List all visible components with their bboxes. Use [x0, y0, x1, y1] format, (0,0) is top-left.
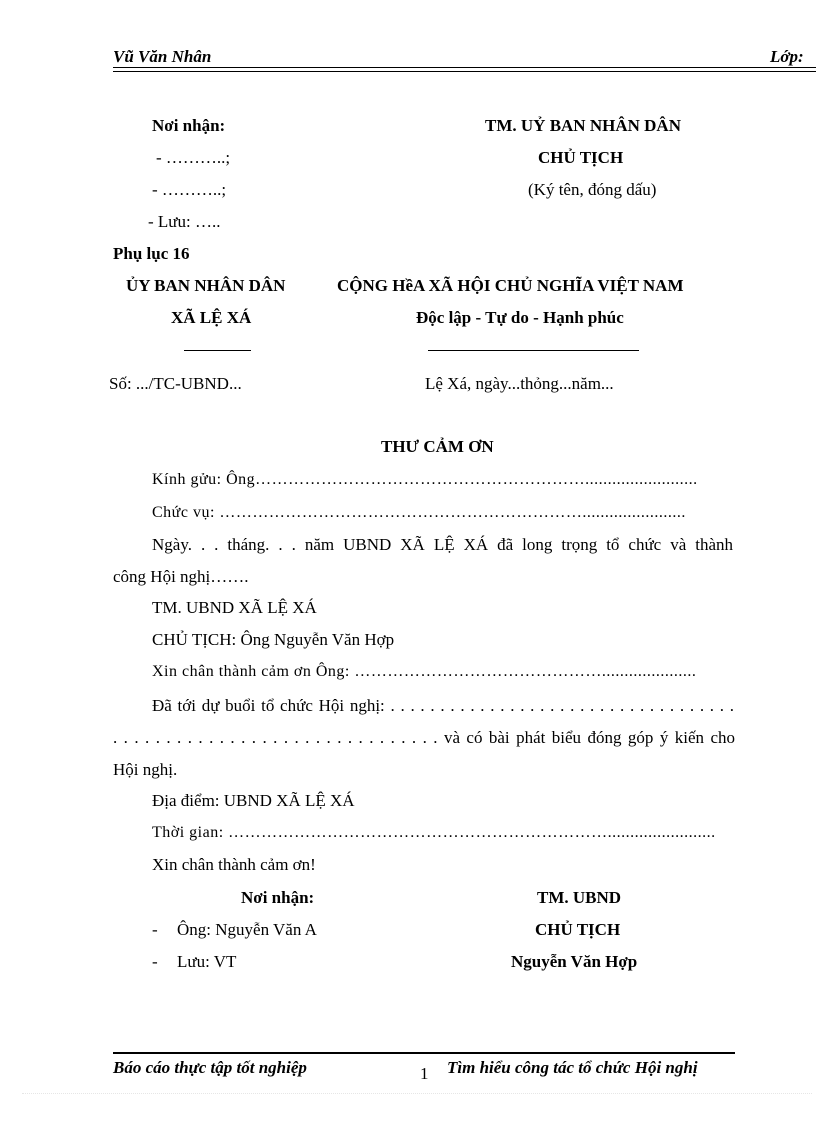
attendance-line: Đã tới dự buổi tổ chức Hội nghị: . . . . . . . . . . . . . . . . . . . . . . . . . . . . . . . . . . . [152, 696, 734, 715]
header-rule [113, 67, 816, 68]
chair-title-top: CHỦ TỊCH [538, 148, 624, 167]
motto-underline [428, 350, 639, 351]
recipient-bullet: - [152, 920, 158, 939]
page-number: 1 [420, 1064, 429, 1083]
recipients-label: Nơi nhận: [241, 888, 315, 907]
agency-locality: XÃ LỆ XÁ [171, 308, 252, 327]
national-title: CỘNG HềA XÃ HỘI CHỦ NGHĨA VIỆT NAM [337, 276, 684, 295]
tm-line: TM. UBND XÃ LỆ XÁ [152, 598, 317, 617]
header-class-label: Lớp: [770, 47, 804, 66]
agency-name: ỦY BAN NHÂN DÂN [126, 276, 286, 295]
page-edge-divider [22, 1093, 812, 1094]
appendix-label: Phụ lục 16 [113, 244, 190, 263]
recipient-item: Lưu: VT [177, 952, 237, 971]
recipient-item: Ông: Nguyễn Văn A [177, 920, 317, 939]
attendance-line: . . . . . . . . . . . . . . . . . . . . . . . . . . . . . . . và có bài phát biểu đóng góp ý kiến cho [113, 728, 735, 747]
signature-chair: CHỦ TỊCH [535, 920, 621, 939]
agency-underline [184, 350, 251, 351]
footer-right: Tìm hiểu công tác tổ chức Hội nghị [447, 1058, 698, 1077]
recipients-label-top: Nơi nhận: [152, 116, 226, 135]
body-paragraph-line: Ngày. . . tháng. . . năm UBND XÃ LỆ XÁ đã long trọng tổ chức và thành [152, 535, 733, 554]
signature-org: TM. UBND [537, 888, 622, 907]
footer-left: Báo cáo thực tập tốt nghiệp [113, 1058, 307, 1077]
closing-line: Xin chân thành cảm ơn! [152, 855, 316, 874]
archive-item: - Lưu: ….. [148, 212, 221, 231]
body-paragraph-line: công Hội nghị……. [113, 567, 249, 586]
header-author: Vũ Văn Nhân [113, 47, 212, 66]
header-rule-thin [113, 71, 816, 72]
document-number: Số: .../TC-UBND... [109, 374, 242, 393]
sign-note: (Ký tên, đóng dấu) [528, 180, 657, 199]
footer-rule [113, 1052, 735, 1054]
position-line: Chức vụ: …………………………………………………………....................... [152, 504, 686, 521]
recipient-item: - ………..; [152, 180, 227, 199]
recipient-item: - ………..; [156, 148, 231, 167]
thanks-line: Xin chân thành cảm ơn Ông: ………………………………………..................... [152, 663, 697, 680]
location-line: Địa điểm: UBND XÃ LỆ XÁ [152, 791, 355, 810]
addressee-line: Kính gửu: Ông……………………………………………………......................... [152, 471, 698, 488]
letter-title: THƯ CẢM ƠN [381, 437, 494, 456]
chair-line: CHỦ TỊCH: Ông Nguyễn Văn Hợp [152, 630, 395, 649]
signature-name: Nguyễn Văn Hợp [511, 952, 638, 971]
recipient-bullet: - [152, 952, 158, 971]
national-motto: Độc lập - Tự do - Hạnh phúc [416, 308, 624, 327]
attendance-line-end: Hội nghị. [113, 760, 178, 779]
org-title-top: TM. UỶ BAN NHÂN DÂN [485, 116, 681, 135]
time-line: Thời gian: ……………………………………………………………........................ [152, 824, 716, 841]
place-date: Lệ Xá, ngày...thỏng...năm... [425, 374, 614, 393]
